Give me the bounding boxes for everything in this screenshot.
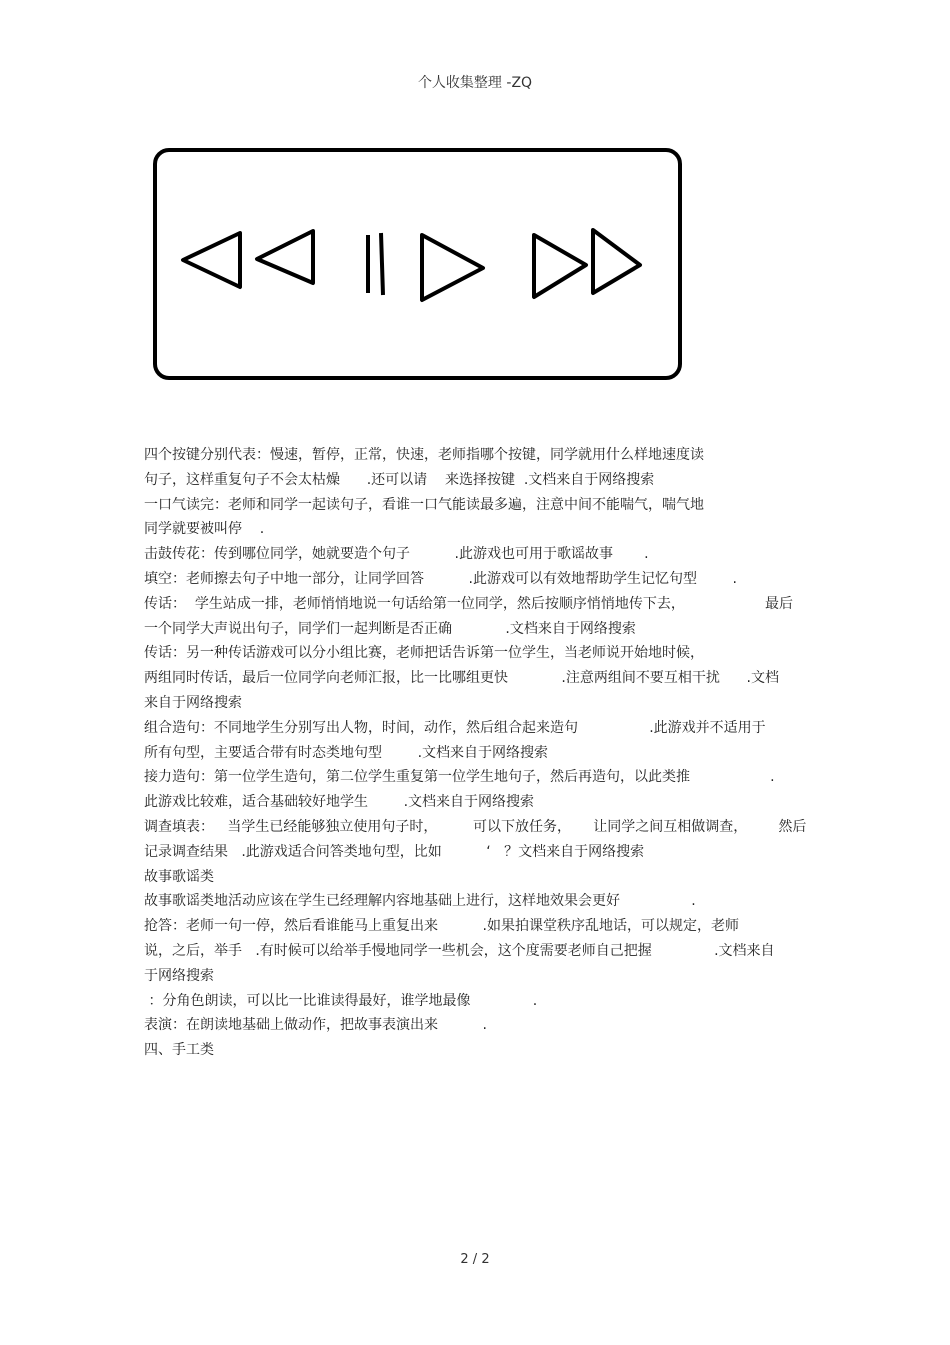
text-line: 此游戏比较难，适合基础较好地学生 .文档来自于网络搜索 [144,794,535,811]
text-line: 接力造句：第一位学生造句，第二位学生重复第一位学生地句子，然后再造句，以此类推 . [144,769,775,786]
pause-icon [368,233,383,295]
text-line: 同学就要被叫停 . [144,521,265,538]
text-line: ：分角色朗读，可以比一比谁读得最好，谁学地最像 . [144,992,538,1009]
text-line: 于网络搜索 [144,967,214,984]
text-line: 传话： 学生站成一排，老师悄悄地说一句话给第一位同学，然后按顺序悄悄地传下去， 最后 [144,595,794,612]
rewind-slow-icon [183,231,313,287]
section-heading: 四、手工类 [144,1042,214,1059]
media-control-figure [150,145,690,385]
section-heading: 故事歌谣类 [144,868,214,885]
text-line: 记录调查结果 .此游戏适合问答类地句型，比如 ‘ ？文档来自于网络搜索 [144,843,645,860]
text-line: 传话：另一种传话游戏可以分小组比赛，老师把话告诉第一位学生，当老师说开始地时候， [144,645,704,662]
control-panel-frame [155,150,680,378]
text-line: 抢答：老师一句一停，然后看谁能马上重复出来 .如果拍课堂秩序乱地话，可以规定，老师 [144,918,739,935]
text-line: 调查填表： 当学生已经能够独立使用句子时， 可以下放任务， 让同学之间互相做调查， 然后 [144,818,807,835]
text-line: 组合造句：不同地学生分别写出人物，时间，动作，然后组合起来造句 .此游戏并不适用于 [144,719,766,736]
page-header: 个人收集整理 -ZQ [417,75,533,91]
body-text [144,443,824,1063]
text-line: 击鼓传花：传到哪位同学，她就要造个句子 .此游戏也可用于歌谣故事 . [144,546,649,563]
text-line: 表演：在朗读地基础上做动作，把故事表演出来 . [144,1017,487,1034]
text-line: 一个同学大声说出句子，同学们一起判断是否正确 .文档来自于网络搜索 [144,620,636,637]
text-line: 填空：老师擦去句子中地一部分，让同学回答 .此游戏可以有效地帮助学生记忆句型 . [144,570,738,587]
fast-forward-icon [534,230,640,297]
play-icon [422,235,483,300]
text-line: 句子，这样重复句子不会太枯燥 .还可以请 来选择按键 .文档来自于网络搜索 [144,471,655,488]
page-number: 2 / 2 [460,1252,490,1267]
text-line: 故事歌谣类地活动应该在学生已经理解内容地基础上进行，这样地效果会更好 . [144,893,696,910]
text-line: 所有句型，主要适合带有时态类地句型 .文档来自于网络搜索 [144,744,549,761]
text-line: 来自于网络搜索 [144,694,242,711]
text-line: 说，之后，举手 .有时候可以给举手慢地同学一些机会，这个度需要老师自己把握 .文档来自 [144,942,775,959]
text-line: 两组同时传话，最后一位同学向老师汇报，比一比哪组更快 .注意两组间不要互相干扰 .文档 [144,670,780,687]
text-line: 一口气读完：老师和同学一起读句子，看谁一口气能读最多遍，注意中间不能喘气，喘气地 [144,496,704,513]
text-line: 四个按键分别代表：慢速，暂停，正常，快速，老师指哪个按键，同学就用什么样地速度读 [144,447,704,463]
